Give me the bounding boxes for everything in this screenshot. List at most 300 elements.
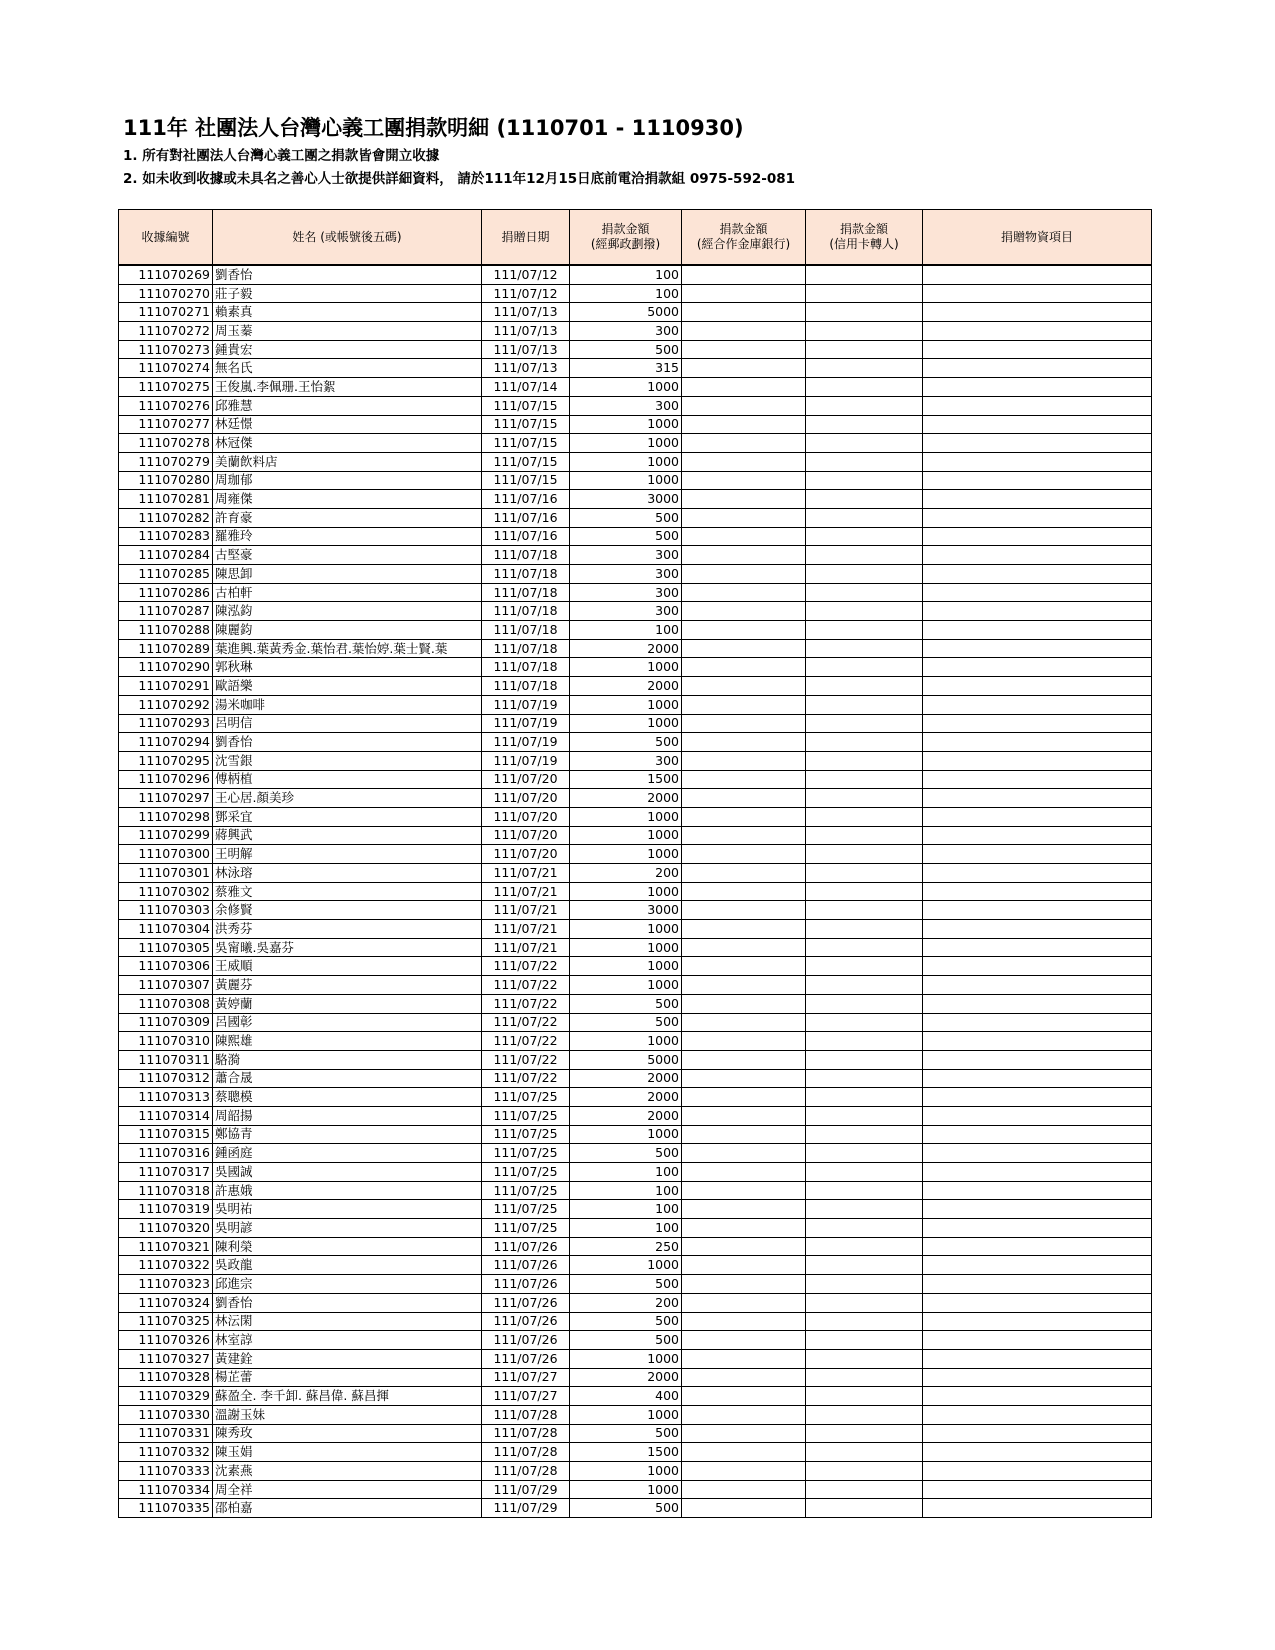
receipt-no-cell: 111070292 [119, 695, 213, 714]
amount-bank-cell [682, 340, 806, 359]
amount-bank-cell [682, 378, 806, 397]
amount-postal-cell: 2000 [570, 677, 682, 696]
amount-bank-cell [682, 1443, 806, 1462]
donation-date-cell: 111/07/18 [482, 546, 570, 565]
amount-postal-cell: 1000 [570, 1349, 682, 1368]
goods-cell [923, 415, 1152, 434]
goods-cell [923, 303, 1152, 322]
amount-bank-cell [682, 434, 806, 453]
donation-date-cell: 111/07/27 [482, 1387, 570, 1406]
goods-cell [923, 1144, 1152, 1163]
donation-date-cell: 111/07/25 [482, 1219, 570, 1238]
header-sublabel: (經郵政劃撥) [590, 237, 661, 251]
amount-postal-cell: 1000 [570, 1125, 682, 1144]
table-row [119, 1106, 1152, 1125]
receipt-no-cell: 111070283 [119, 527, 213, 546]
receipt-no-cell: 111070306 [119, 957, 213, 976]
amount-bank-cell [682, 751, 806, 770]
amount-bank-cell [682, 770, 806, 789]
goods-cell [923, 1163, 1152, 1182]
amount-postal-cell: 500 [570, 1331, 682, 1350]
table-body [119, 265, 1152, 1518]
donation-date-cell: 111/07/25 [482, 1163, 570, 1182]
receipt-no-cell: 111070328 [119, 1368, 213, 1387]
table-row [119, 789, 1152, 808]
donation-date-cell: 111/07/28 [482, 1424, 570, 1443]
donor-name-cell: 陳泓鈞 [213, 602, 482, 621]
amount-postal-cell: 1000 [570, 658, 682, 677]
amount-card-cell [806, 1050, 923, 1069]
donation-date-cell: 111/07/27 [482, 1368, 570, 1387]
table-row [119, 396, 1152, 415]
receipt-no-cell: 111070331 [119, 1424, 213, 1443]
donor-name-cell: 美蘭飲料店 [213, 452, 482, 471]
goods-cell [923, 882, 1152, 901]
amount-card-cell [806, 1405, 923, 1424]
goods-cell [923, 265, 1152, 284]
amount-card-cell [806, 527, 923, 546]
donation-date-cell: 111/07/21 [482, 864, 570, 883]
goods-cell [923, 1219, 1152, 1238]
donor-name-cell: 羅雅玲 [213, 527, 482, 546]
receipt-no-cell: 111070274 [119, 359, 213, 378]
donor-name-cell: 周珈郁 [213, 471, 482, 490]
header-receipt-no [119, 210, 213, 266]
amount-card-cell [806, 864, 923, 883]
donor-name-cell: 王明解 [213, 845, 482, 864]
donation-date-cell: 111/07/26 [482, 1349, 570, 1368]
amount-card-cell [806, 639, 923, 658]
donor-name-cell: 古堅豪 [213, 546, 482, 565]
donation-date-cell: 111/07/20 [482, 770, 570, 789]
amount-postal-cell: 1000 [570, 415, 682, 434]
donor-name-cell: 楊芷蕾 [213, 1368, 482, 1387]
amount-card-cell [806, 452, 923, 471]
goods-cell [923, 1312, 1152, 1331]
donor-name-cell: 呂明信 [213, 714, 482, 733]
donor-name-cell: 鍾函庭 [213, 1144, 482, 1163]
table-row [119, 1293, 1152, 1312]
amount-card-cell [806, 733, 923, 752]
table-row [119, 527, 1152, 546]
receipt-no-cell: 111070329 [119, 1387, 213, 1406]
receipt-no-cell: 111070310 [119, 1032, 213, 1051]
amount-bank-cell [682, 565, 806, 584]
receipt-no-cell: 111070294 [119, 733, 213, 752]
receipt-no-cell: 111070322 [119, 1256, 213, 1275]
amount-card-cell [806, 1237, 923, 1256]
header-label: 捐贈日期 [501, 229, 550, 244]
donation-date-cell: 111/07/20 [482, 807, 570, 826]
amount-card-cell [806, 1443, 923, 1462]
goods-cell [923, 1106, 1152, 1125]
amount-bank-cell [682, 1499, 806, 1518]
amount-postal-cell: 400 [570, 1387, 682, 1406]
amount-bank-cell [682, 677, 806, 696]
amount-postal-cell: 1000 [570, 1462, 682, 1481]
header-label: 捐款金額 [839, 222, 888, 236]
amount-bank-cell [682, 1163, 806, 1182]
donor-name-cell: 劉香怡 [213, 733, 482, 752]
table-row [119, 807, 1152, 826]
donor-name-cell: 陳思卸 [213, 565, 482, 584]
table-row [119, 303, 1152, 322]
amount-bank-cell [682, 957, 806, 976]
amount-card-cell [806, 265, 923, 284]
goods-cell [923, 770, 1152, 789]
receipt-no-cell: 111070309 [119, 1013, 213, 1032]
amount-postal-cell: 200 [570, 1293, 682, 1312]
amount-bank-cell [682, 621, 806, 640]
receipt-no-cell: 111070299 [119, 826, 213, 845]
goods-cell [923, 695, 1152, 714]
donation-date-cell: 111/07/20 [482, 789, 570, 808]
amount-card-cell [806, 415, 923, 434]
amount-postal-cell: 3000 [570, 901, 682, 920]
goods-cell [923, 1275, 1152, 1294]
donor-name-cell: 邱雅慧 [213, 396, 482, 415]
receipt-no-cell: 111070323 [119, 1275, 213, 1294]
amount-postal-cell: 300 [570, 396, 682, 415]
table-row [119, 508, 1152, 527]
donation-date-cell: 111/07/15 [482, 396, 570, 415]
goods-cell [923, 976, 1152, 995]
donation-date-cell: 111/07/15 [482, 415, 570, 434]
amount-postal-cell: 3000 [570, 490, 682, 509]
table-row [119, 415, 1152, 434]
donor-name-cell: 吳甯曦.吳嘉芬 [213, 938, 482, 957]
amount-postal-cell: 5000 [570, 303, 682, 322]
amount-bank-cell [682, 658, 806, 677]
amount-card-cell [806, 1275, 923, 1294]
goods-cell [923, 751, 1152, 770]
receipt-no-cell: 111070303 [119, 901, 213, 920]
donation-date-cell: 111/07/12 [482, 265, 570, 284]
donation-date-cell: 111/07/13 [482, 340, 570, 359]
donation-date-cell: 111/07/29 [482, 1499, 570, 1518]
donor-name-cell: 駱漪 [213, 1050, 482, 1069]
receipt-no-cell: 111070335 [119, 1499, 213, 1518]
goods-cell [923, 1387, 1152, 1406]
amount-card-cell [806, 340, 923, 359]
receipt-no-cell: 111070311 [119, 1050, 213, 1069]
goods-cell [923, 845, 1152, 864]
table-row [119, 938, 1152, 957]
donation-date-cell: 111/07/16 [482, 490, 570, 509]
donor-name-cell: 鄧采宜 [213, 807, 482, 826]
goods-cell [923, 1405, 1152, 1424]
table-row [119, 322, 1152, 341]
amount-postal-cell: 300 [570, 751, 682, 770]
amount-card-cell [806, 994, 923, 1013]
receipt-no-cell: 111070313 [119, 1088, 213, 1107]
receipt-no-cell: 111070315 [119, 1125, 213, 1144]
donation-date-cell: 111/07/21 [482, 901, 570, 920]
table-row [119, 546, 1152, 565]
amount-postal-cell: 500 [570, 994, 682, 1013]
amount-card-cell [806, 1256, 923, 1275]
header-amount-card [806, 210, 923, 266]
donor-name-cell: 蔡聰模 [213, 1088, 482, 1107]
receipt-no-cell: 111070318 [119, 1181, 213, 1200]
table-row [119, 434, 1152, 453]
receipt-no-cell: 111070326 [119, 1331, 213, 1350]
amount-card-cell [806, 1480, 923, 1499]
amount-card-cell [806, 658, 923, 677]
donation-date-cell: 111/07/26 [482, 1331, 570, 1350]
goods-cell [923, 1200, 1152, 1219]
donor-name-cell: 莊子毅 [213, 284, 482, 303]
donation-date-cell: 111/07/25 [482, 1088, 570, 1107]
amount-postal-cell: 2000 [570, 789, 682, 808]
table-row [119, 714, 1152, 733]
amount-bank-cell [682, 265, 806, 284]
amount-bank-cell [682, 901, 806, 920]
receipt-no-cell: 111070332 [119, 1443, 213, 1462]
donor-name-cell: 劉香怡 [213, 1293, 482, 1312]
amount-bank-cell [682, 359, 806, 378]
goods-cell [923, 1088, 1152, 1107]
donation-date-cell: 111/07/19 [482, 714, 570, 733]
amount-postal-cell: 2000 [570, 1088, 682, 1107]
amount-bank-cell [682, 938, 806, 957]
receipt-no-cell: 111070324 [119, 1293, 213, 1312]
table-header [119, 210, 1152, 266]
goods-cell [923, 1462, 1152, 1481]
amount-postal-cell: 1000 [570, 1405, 682, 1424]
donor-name-cell: 古柏軒 [213, 583, 482, 602]
donation-date-cell: 111/07/22 [482, 1050, 570, 1069]
donor-name-cell: 傅柄植 [213, 770, 482, 789]
amount-card-cell [806, 1312, 923, 1331]
receipt-no-cell: 111070269 [119, 265, 213, 284]
receipt-no-cell: 111070301 [119, 864, 213, 883]
receipt-no-cell: 111070333 [119, 1462, 213, 1481]
amount-card-cell [806, 1181, 923, 1200]
donation-date-cell: 111/07/13 [482, 359, 570, 378]
amount-postal-cell: 2000 [570, 639, 682, 658]
amount-postal-cell: 1000 [570, 1480, 682, 1499]
table-row [119, 452, 1152, 471]
amount-bank-cell [682, 1275, 806, 1294]
amount-bank-cell [682, 1480, 806, 1499]
amount-card-cell [806, 1144, 923, 1163]
table-row [119, 1331, 1152, 1350]
donor-name-cell: 黃建銓 [213, 1349, 482, 1368]
amount-bank-cell [682, 1293, 806, 1312]
goods-cell [923, 639, 1152, 658]
amount-bank-cell [682, 864, 806, 883]
amount-card-cell [806, 1013, 923, 1032]
goods-cell [923, 340, 1152, 359]
goods-cell [923, 583, 1152, 602]
amount-postal-cell: 1000 [570, 695, 682, 714]
donor-name-cell: 林廷憬 [213, 415, 482, 434]
amount-card-cell [806, 1032, 923, 1051]
donation-date-cell: 111/07/18 [482, 583, 570, 602]
amount-card-cell [806, 1163, 923, 1182]
donation-date-cell: 111/07/18 [482, 658, 570, 677]
donation-date-cell: 111/07/15 [482, 434, 570, 453]
donation-date-cell: 111/07/22 [482, 976, 570, 995]
amount-postal-cell: 1500 [570, 770, 682, 789]
donor-name-cell: 陳熙雄 [213, 1032, 482, 1051]
table-row [119, 1275, 1152, 1294]
goods-cell [923, 1069, 1152, 1088]
table-row [119, 340, 1152, 359]
donation-date-cell: 111/07/12 [482, 284, 570, 303]
amount-bank-cell [682, 714, 806, 733]
amount-postal-cell: 1000 [570, 957, 682, 976]
goods-cell [923, 1293, 1152, 1312]
table-row [119, 1387, 1152, 1406]
receipt-no-cell: 111070305 [119, 938, 213, 957]
goods-cell [923, 359, 1152, 378]
donation-date-cell: 111/07/20 [482, 845, 570, 864]
amount-postal-cell: 500 [570, 733, 682, 752]
goods-cell [923, 396, 1152, 415]
amount-postal-cell: 300 [570, 322, 682, 341]
amount-bank-cell [682, 1200, 806, 1219]
receipt-no-cell: 111070278 [119, 434, 213, 453]
goods-cell [923, 434, 1152, 453]
donation-date-cell: 111/07/22 [482, 957, 570, 976]
donation-date-cell: 111/07/25 [482, 1181, 570, 1200]
amount-postal-cell: 100 [570, 284, 682, 303]
amount-bank-cell [682, 508, 806, 527]
donor-name-cell: 陳秀玫 [213, 1424, 482, 1443]
goods-cell [923, 957, 1152, 976]
donation-date-cell: 111/07/28 [482, 1462, 570, 1481]
amount-bank-cell [682, 1331, 806, 1350]
receipt-no-cell: 111070297 [119, 789, 213, 808]
goods-cell [923, 1050, 1152, 1069]
goods-cell [923, 1331, 1152, 1350]
donor-name-cell: 黃婷蘭 [213, 994, 482, 1013]
amount-card-cell [806, 284, 923, 303]
receipt-no-cell: 111070320 [119, 1219, 213, 1238]
donation-date-cell: 111/07/22 [482, 994, 570, 1013]
receipt-no-cell: 111070277 [119, 415, 213, 434]
note-receipt: 1. 所有對社團法人台灣心義工團之捐款皆會開立收據 [123, 148, 440, 164]
table-row [119, 1237, 1152, 1256]
table-row [119, 621, 1152, 640]
donation-date-cell: 111/07/15 [482, 452, 570, 471]
receipt-no-cell: 111070295 [119, 751, 213, 770]
amount-card-cell [806, 583, 923, 602]
table-row [119, 695, 1152, 714]
table-row [119, 471, 1152, 490]
amount-postal-cell: 500 [570, 1312, 682, 1331]
amount-card-cell [806, 976, 923, 995]
amount-postal-cell: 500 [570, 527, 682, 546]
amount-bank-cell [682, 1405, 806, 1424]
donation-date-cell: 111/07/13 [482, 322, 570, 341]
amount-postal-cell: 100 [570, 621, 682, 640]
table-row [119, 1163, 1152, 1182]
amount-card-cell [806, 807, 923, 826]
amount-card-cell [806, 1125, 923, 1144]
donor-name-cell: 郭秋琳 [213, 658, 482, 677]
amount-postal-cell: 300 [570, 602, 682, 621]
receipt-no-cell: 111070275 [119, 378, 213, 397]
page-title: 111年 社團法人台灣心義工團捐款明細 (1110701 - 1110930) [123, 116, 744, 140]
donor-name-cell: 鄭協青 [213, 1125, 482, 1144]
amount-card-cell [806, 1349, 923, 1368]
table-row [119, 1125, 1152, 1144]
amount-postal-cell: 500 [570, 340, 682, 359]
donation-date-cell: 111/07/25 [482, 1200, 570, 1219]
amount-bank-cell [682, 807, 806, 826]
goods-cell [923, 1368, 1152, 1387]
donor-name-cell: 黃麗芬 [213, 976, 482, 995]
amount-postal-cell: 1000 [570, 882, 682, 901]
table-row [119, 845, 1152, 864]
amount-postal-cell: 1000 [570, 471, 682, 490]
amount-postal-cell: 100 [570, 1200, 682, 1219]
donation-date-cell: 111/07/18 [482, 639, 570, 658]
receipt-no-cell: 111070319 [119, 1200, 213, 1219]
amount-bank-cell [682, 303, 806, 322]
amount-bank-cell [682, 994, 806, 1013]
amount-bank-cell [682, 396, 806, 415]
table-row [119, 901, 1152, 920]
amount-postal-cell: 1000 [570, 1032, 682, 1051]
donor-name-cell: 呂國彰 [213, 1013, 482, 1032]
table-row [119, 1069, 1152, 1088]
donor-name-cell: 蘇盈全. 李千卸. 蘇昌偉. 蘇昌揮 [213, 1387, 482, 1406]
amount-postal-cell: 500 [570, 508, 682, 527]
donor-name-cell: 林沄閑 [213, 1312, 482, 1331]
donor-name-cell: 邵柏嘉 [213, 1499, 482, 1518]
donor-name-cell: 葉進興.葉黃秀金.葉怡君.葉怡婷.葉士賢.葉 [213, 639, 482, 658]
donation-date-cell: 111/07/28 [482, 1405, 570, 1424]
donor-name-cell: 許育豪 [213, 508, 482, 527]
amount-card-cell [806, 508, 923, 527]
amount-card-cell [806, 677, 923, 696]
table-row [119, 733, 1152, 752]
receipt-no-cell: 111070284 [119, 546, 213, 565]
donation-date-cell: 111/07/29 [482, 1480, 570, 1499]
amount-postal-cell: 250 [570, 1237, 682, 1256]
amount-bank-cell [682, 452, 806, 471]
table-row [119, 1181, 1152, 1200]
goods-cell [923, 1480, 1152, 1499]
amount-card-cell [806, 1106, 923, 1125]
table-row [119, 1050, 1152, 1069]
donor-name-cell: 邱進宗 [213, 1275, 482, 1294]
amount-card-cell [806, 1331, 923, 1350]
amount-postal-cell: 2000 [570, 1106, 682, 1125]
donation-date-cell: 111/07/22 [482, 1013, 570, 1032]
table-row [119, 265, 1152, 284]
receipt-no-cell: 111070288 [119, 621, 213, 640]
goods-cell [923, 508, 1152, 527]
receipt-no-cell: 111070279 [119, 452, 213, 471]
amount-card-cell [806, 621, 923, 640]
table-row [119, 1424, 1152, 1443]
table-row [119, 864, 1152, 883]
header-sublabel: (經合作金庫銀行) [696, 237, 791, 251]
amount-bank-cell [682, 1237, 806, 1256]
receipt-no-cell: 111070285 [119, 565, 213, 584]
receipt-no-cell: 111070280 [119, 471, 213, 490]
table-row [119, 1032, 1152, 1051]
amount-postal-cell: 300 [570, 583, 682, 602]
amount-card-cell [806, 471, 923, 490]
goods-cell [923, 994, 1152, 1013]
header-goods [923, 210, 1152, 266]
